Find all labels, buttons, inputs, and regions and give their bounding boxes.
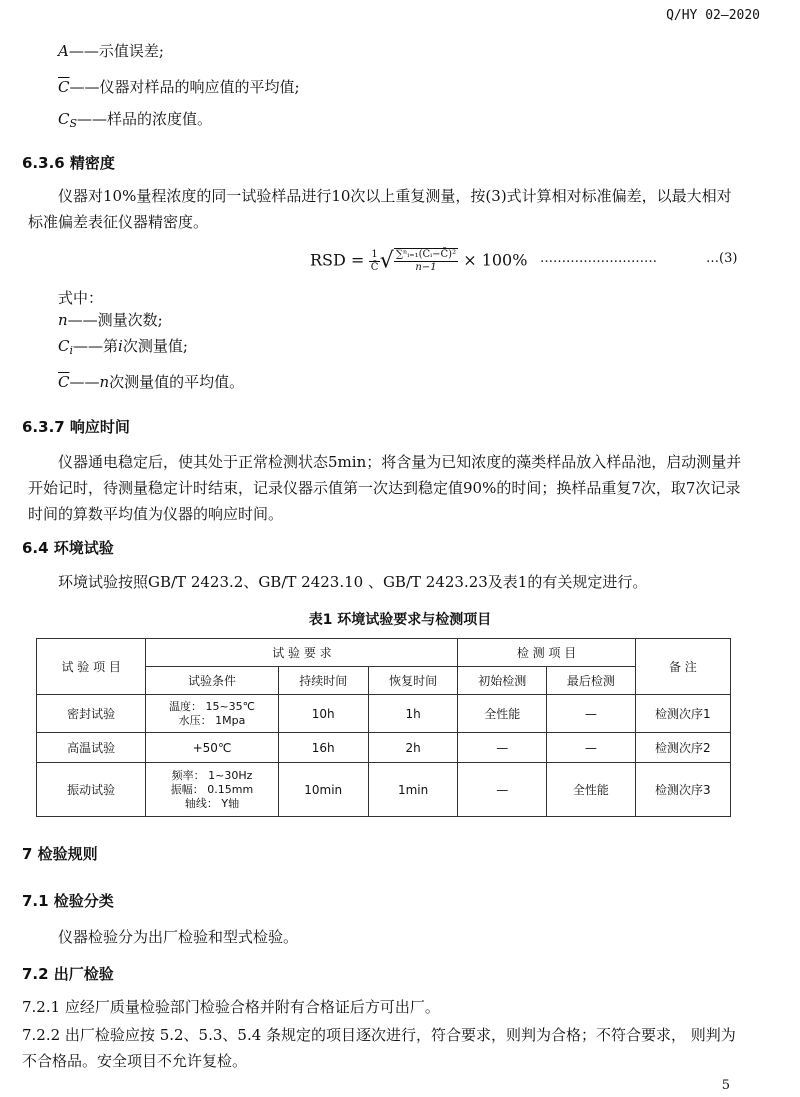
heading-7: 7 检验规则: [22, 845, 98, 863]
precision-paragraph: 仪器对10%量程浓度的同一试验样品进行10次以上重复测量，按(3)式计算相对标准偏差，以最大相对标准偏差表征仪器精密度。: [28, 187, 732, 231]
cell-duration: 10h: [278, 695, 368, 733]
response-time-paragraph: 仪器通电稳定后，使其处于正常检测状态5min；将含量为已知浓度的藻类样品放入样品池，启动测量并开始记时，待测量稳定计时结束，记录仪器示值第一次达到稳定值90%的时间；换样品重复7次，取7次记录时间的算数平均值为仪器的响应时间。: [28, 453, 742, 523]
cell-recovery: 1h: [368, 695, 458, 733]
cell-initial: —: [458, 733, 547, 763]
definition-c-mean: $\overline{C}——n$次测量值的平均值。: [58, 373, 245, 391]
heading-6-3-7: 6.3.7 响应时间: [22, 418, 130, 436]
formula-fraction: $\frac{1}{C̄}$: [370, 248, 379, 273]
where-label: 式中：: [58, 289, 104, 307]
formula-rhs: × 100%: [463, 250, 528, 270]
formula-lhs: RSD =: [310, 250, 365, 270]
heading-7-2: 7.2 出厂检验: [22, 965, 114, 983]
definition-c-bar: $\overline{C}——$仪器对样品的响应值的平均值;: [58, 78, 300, 96]
table-header-row: [37, 639, 731, 667]
header-inspection-items: 检 测 项 目: [458, 639, 635, 667]
classification-paragraph: 仪器检验分为出厂检验和型式检验。: [58, 928, 299, 946]
formula-leader: ………………………: [540, 251, 657, 266]
header-remarks: 备 注: [635, 639, 730, 695]
sqrt-icon: √: [379, 248, 394, 274]
heading-6-3-6: 6.3.6 精密度: [22, 154, 115, 172]
page-number: 5: [721, 1078, 730, 1093]
document-code: Q/HY 02—2020: [666, 8, 760, 23]
cell-note: 检测次序2: [635, 733, 730, 763]
cell-note: 检测次序3: [635, 763, 730, 817]
clause-7-2-2: 7.2.2 出厂检验应按 5.2、5.3、5.4 条规定的项目逐次进行，符合要求，则判为合格；不符合要求， 则判为不合格品。安全项目不允许复检。: [22, 1026, 736, 1070]
table-row: [37, 763, 731, 817]
cell-condition: 频率： 1~30Hz 振幅： 0.15mm 轴线： Y轴: [146, 763, 278, 817]
definition-a: A——示值误差;: [58, 42, 164, 60]
environment-test-table: [36, 638, 731, 817]
cell-condition: 温度： 15~35℃ 水压： 1Mpa: [146, 695, 278, 733]
cell-note: 检测次序1: [635, 695, 730, 733]
cell-initial: —: [458, 763, 547, 817]
definition-n: n——测量次数;: [58, 311, 163, 329]
cell-final: 全性能: [547, 763, 636, 817]
cell-recovery: 2h: [368, 733, 458, 763]
equation-number: …(3): [706, 251, 738, 266]
cell-initial: 全性能: [458, 695, 547, 733]
definition-cs: $C_S——$样品的浓度值。: [58, 110, 213, 130]
cell-duration: 10min: [278, 763, 368, 817]
header-final-check: 最后检测: [547, 667, 636, 695]
header-recovery-time: 恢复时间: [368, 667, 458, 695]
header-duration: 持续时间: [278, 667, 368, 695]
cell-final: —: [547, 733, 636, 763]
header-test-condition: 试验条件: [146, 667, 278, 695]
header-test-requirements: 试 验 要 求: [146, 639, 458, 667]
definition-ci: $C_i——$第i次测量值;: [58, 337, 188, 357]
heading-7-1: 7.1 检验分类: [22, 892, 114, 910]
cell-recovery: 1min: [368, 763, 458, 817]
heading-6-4: 6.4 环境试验: [22, 539, 114, 557]
header-initial-check: 初始检测: [458, 667, 547, 695]
table-row: [37, 695, 731, 733]
cell-duration: 16h: [278, 733, 368, 763]
table-caption: 表1 环境试验要求与检测项目: [308, 612, 492, 628]
cell-item: 振动试验: [37, 763, 146, 817]
cell-final: —: [547, 695, 636, 733]
header-test-item: 试 验 项 目: [37, 639, 146, 695]
formula-radicand: $\frac{\text{∑ⁿᵢ₌₁(Cᵢ−C̄)²}}{n-1}$: [395, 249, 457, 273]
rsd-formula: [310, 248, 527, 274]
environment-paragraph: 环境试验按照GB/T 2423.2、GB/T 2423.10 、GB/T 2423.23及表1的有关规定进行。: [58, 573, 648, 591]
cell-condition: +50℃: [146, 733, 278, 763]
table-row: [37, 733, 731, 763]
cell-item: 高温试验: [37, 733, 146, 763]
cell-item: 密封试验: [37, 695, 146, 733]
clause-7-2-1: 7.2.1 应经厂质量检验部门检验合格并附有合格证后方可出厂。: [22, 998, 440, 1016]
